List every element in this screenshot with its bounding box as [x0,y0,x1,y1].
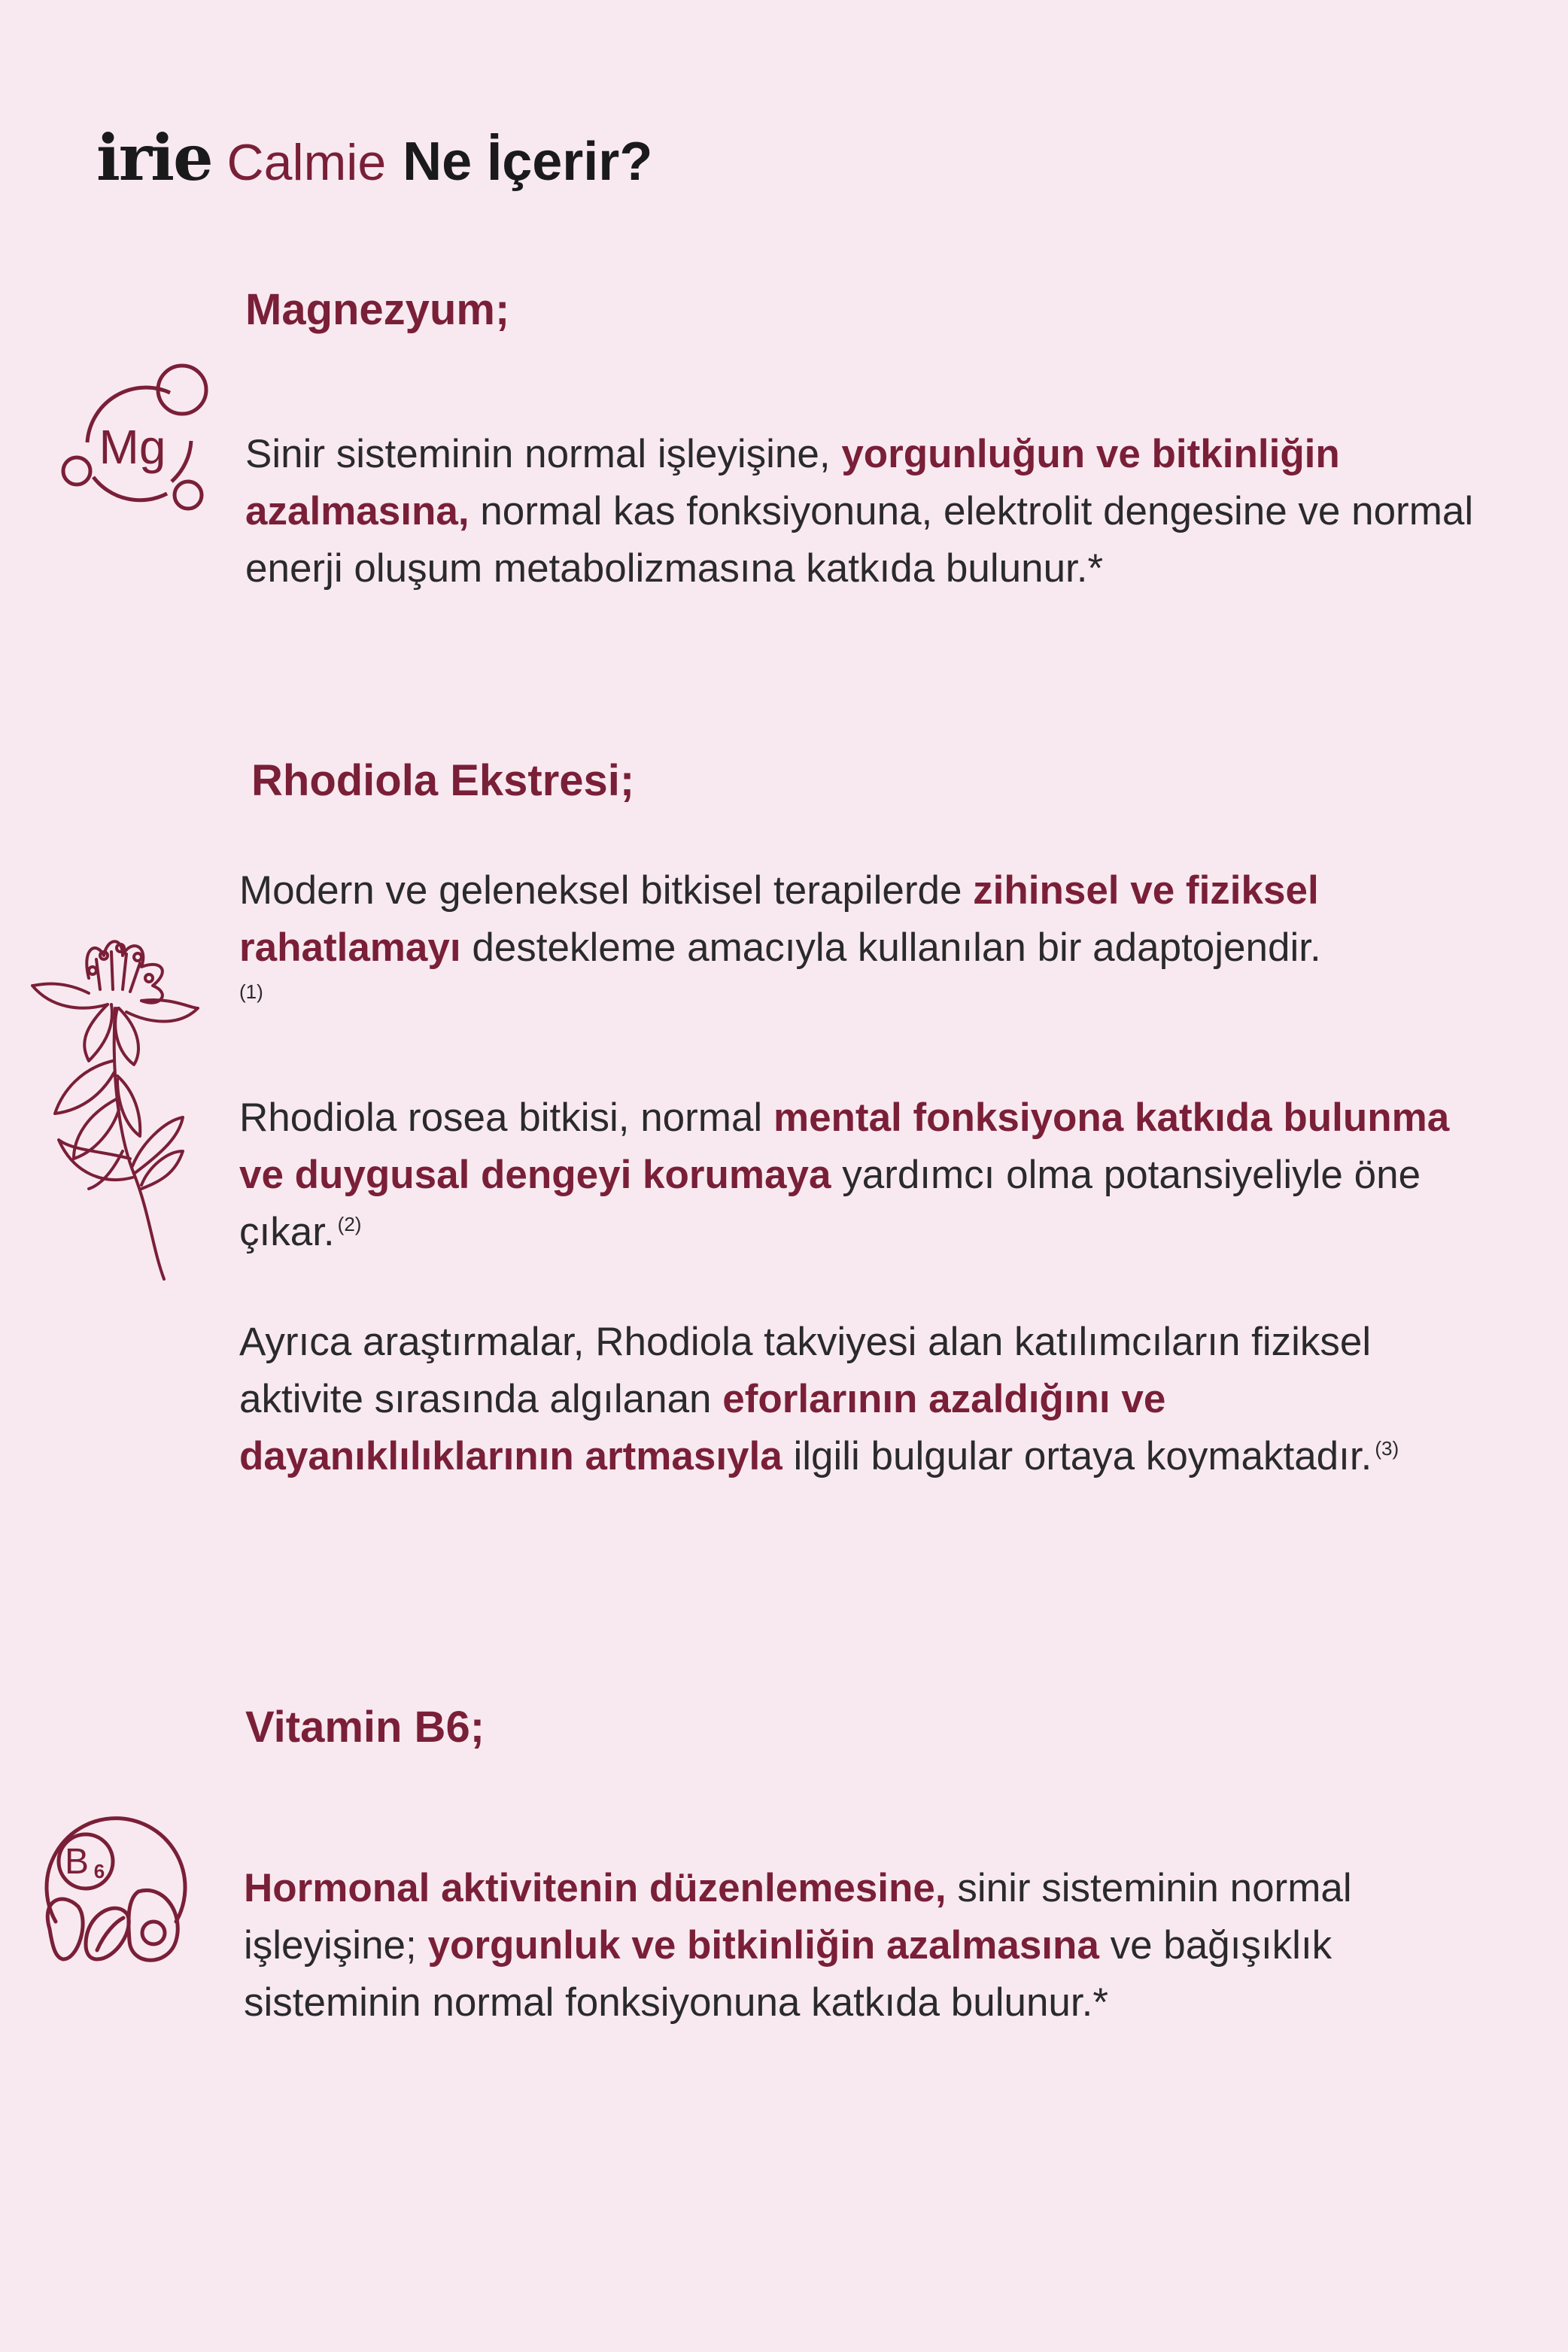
reference-marker: (1) [239,980,263,1003]
highlight: yorgunluk ve bitkinliğin azalmasına [427,1923,1099,1968]
page-title: Ne İçerir? [403,132,653,192]
reference-marker: (3) [1375,1437,1399,1460]
product-name: Calmie [226,134,387,191]
brand-logo: irie [96,120,212,195]
mg-icon-label: Mg [99,420,166,474]
rhodiola-paragraph-3 [239,1314,1503,1485]
section-title-vitamin-b6: Vitamin B6; [245,1703,485,1752]
highlight: Hormonal aktivitenin düzenlemesine, [244,1866,947,1910]
section-title-magnesium: Magnezyum; [245,285,510,334]
magnesium-description [245,426,1509,597]
text: destekleme amacıyla kullanılan bir adaptojendir. [460,925,1321,970]
page-header [96,120,652,196]
section-title-rhodiola: Rhodiola Ekstresi; [251,756,635,805]
rhodiola-flower-icon [29,925,209,1287]
text: ilgili bulgular ortaya koymaktadır. [782,1434,1372,1478]
highlight: zihinsel ve fiziksel rahatlamayı [239,868,1319,970]
b6-icon-number: 6 [93,1860,105,1883]
reference-marker: (2) [337,1213,362,1236]
highlight: yorgunluğun ve bitkinliğin azalmasına, [245,432,1340,533]
text: Sinir sisteminin normal işleyişine, [245,432,842,476]
text: Modern ve geleneksel bitkisel terapilerde [239,868,974,913]
b6-icon-letter: B [64,1842,90,1882]
vitamin-b6-description [244,1860,1508,2031]
rhodiola-paragraph-2 [239,1089,1503,1261]
highlight: eforlarının azaldığını ve dayanıklılıklarının artmasıyla [239,1377,1166,1478]
text: normal kas fonksiyonuna, elektrolit dengesine ve normal enerji oluşum metabolizmasına katkıda bulunur.* [245,489,1474,591]
text: yardımcı olma potansiyeliyle öne çıkar. [239,1153,1421,1254]
text: sinir sisteminin normal işleyişine; [244,1866,1352,1968]
highlight: mental fonksiyona katkıda bulunma ve duygusal dengeyi korumaya [239,1095,1450,1197]
vitamin-b6-foods-icon [33,1809,199,1974]
text: ve bağışıklık sisteminin normal fonksiyonuna katkıda bulunur.* [244,1923,1332,2025]
rhodiola-paragraph-1 [239,862,1503,1007]
text: Rhodiola rosea bitkisi, normal [239,1095,773,1140]
text: Ayrıca araştırmalar, Rhodiola takviyesi alan katılımcıların fiziksel aktivite sırasında algılanan [239,1320,1372,1421]
magnesium-molecule-icon [57,360,215,518]
